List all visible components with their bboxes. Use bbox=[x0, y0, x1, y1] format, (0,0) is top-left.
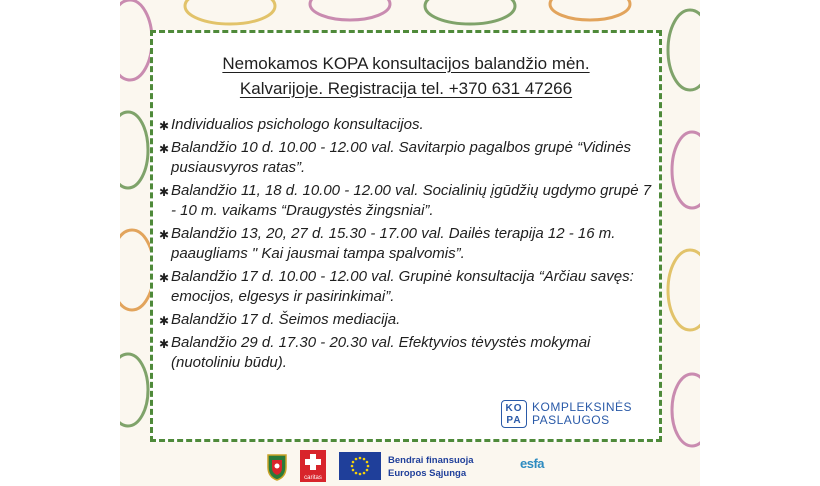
asterisk-flower-icon: ✱ bbox=[159, 271, 170, 285]
asterisk-flower-icon: ✱ bbox=[159, 119, 170, 133]
kopa-logo-text: KOMPLEKSINĖS PASLAUGOS bbox=[532, 400, 633, 427]
eu-flag-icon bbox=[339, 452, 381, 480]
kopa-logo bbox=[501, 397, 632, 431]
list-item-text: Balandžio 17 d. 10.00 - 12.00 val. Grupinė konsultacija “Arčiau savęs: emocijos, elgesys ir pasirinkimai”. bbox=[171, 268, 634, 305]
eu-cofunding-text: Bendrai finansuoja Europos Sąjunga bbox=[388, 455, 474, 479]
asterisk-flower-icon: ✱ bbox=[159, 337, 170, 351]
title-line-1: Nemokamos KOPA konsultacijos balandžio mėn. bbox=[222, 54, 590, 73]
sponsor-footer bbox=[0, 446, 820, 486]
caritas-cross-icon bbox=[300, 450, 326, 474]
info-card bbox=[150, 30, 662, 442]
caritas-label: caritas bbox=[304, 475, 322, 481]
card-title bbox=[153, 51, 659, 101]
list-item-text: Individualios psichologo konsultacijos. bbox=[171, 116, 424, 133]
kopa-mark-icon: KO PA bbox=[501, 400, 527, 428]
list-item-text: Balandžio 10 d. 10.00 - 12.00 val. Savitarpio pagalbos grupė “Vidinės pusiausvyros ratas”. bbox=[171, 139, 632, 176]
list-item bbox=[159, 333, 655, 373]
esfa-logo: esfa bbox=[520, 456, 545, 471]
list-item bbox=[159, 115, 655, 135]
list-item bbox=[159, 310, 655, 330]
list-item-text: Balandžio 11, 18 d. 10.00 - 12.00 val. Socialinių įgūdžių ugdymo grupė 7 - 10 m. vaikams “Draugystės žingsniai”. bbox=[171, 182, 652, 219]
asterisk-flower-icon: ✱ bbox=[159, 228, 170, 242]
asterisk-flower-icon: ✱ bbox=[159, 142, 170, 156]
list-item bbox=[159, 181, 655, 221]
list-item bbox=[159, 267, 655, 307]
list-item bbox=[159, 224, 655, 264]
title-line-2: Kalvarijoje. Registracija tel. +370 631 47266 bbox=[239, 79, 573, 98]
asterisk-flower-icon: ✱ bbox=[159, 314, 170, 328]
asterisk-flower-icon: ✱ bbox=[159, 185, 170, 199]
caritas-logo bbox=[300, 450, 326, 482]
list-item-text: Balandžio 13, 20, 27 d. 15.30 - 17.00 val. Dailės terapija 12 - 16 m. paaugliams " Kai jausmai tampa spalvomis”. bbox=[171, 225, 616, 262]
list-item bbox=[159, 138, 655, 178]
list-item-text: Balandžio 29 d. 17.30 - 20.30 val. Efektyvios tėvystės mokymai (nuotoliniu būdu). bbox=[171, 334, 591, 371]
list-item-text: Balandžio 17 d. Šeimos mediacija. bbox=[171, 311, 401, 328]
consultation-list bbox=[159, 115, 655, 376]
coat-of-arms-icon bbox=[262, 451, 292, 481]
